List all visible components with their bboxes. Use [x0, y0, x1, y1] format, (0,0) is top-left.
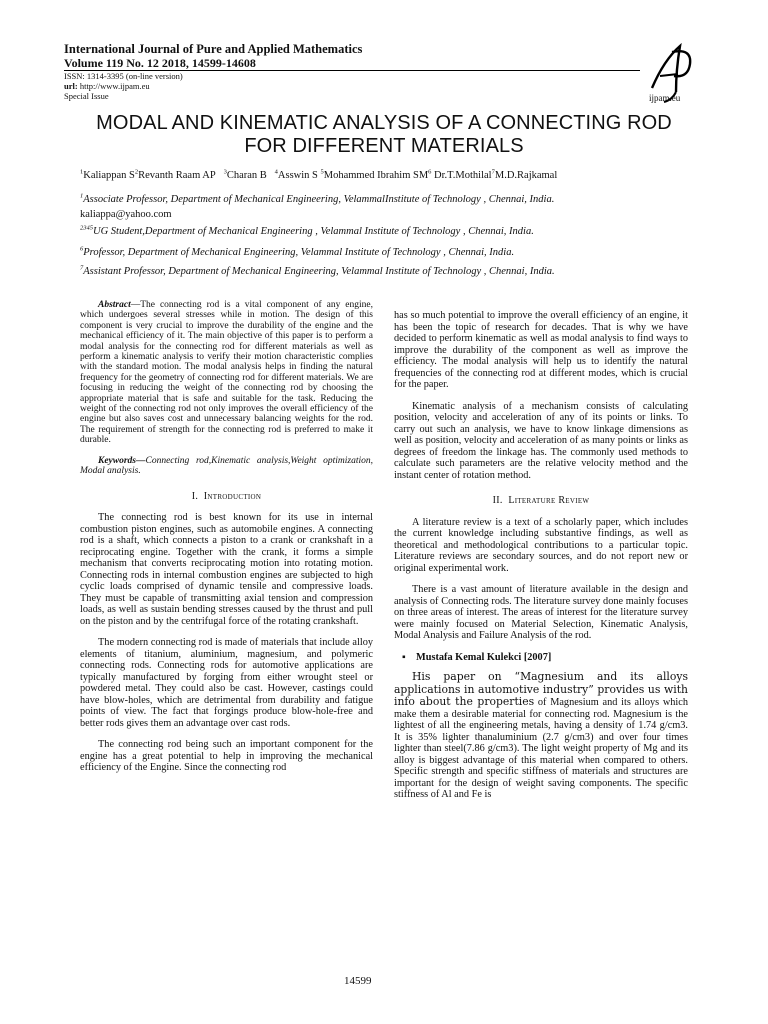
section-heading-literature-review: II. Literature Review [492, 495, 590, 506]
intro-paragraph-2: The modern connecting rod is made of materials that include alloy elements of titanium, aluminium, magnesium, and polymeric connecting rods. Connecting rods for automotive applications are typically manufactured by forging from either wrought steel or powdered metal. They could also be cast. However, castings could have blow-holes, which are detrimental from durability and fatigue points of view. The fact that forgings produce blow-hole-free and better rods gives them an advantage over cast rods. [80, 637, 373, 729]
intro-paragraph-1: The connecting rod is best known for its use in internal combustion piston engines, such as automobile engines. A connecting rod is a shaft, which connects a piston to a crank or crankshaft in a reciprocating engine. Together with the crank, it forms a simple mechanism that converts reciprocating motion into rotating motion. Connecting rods in internal combustion engines are subjected to high cyclic loads comprised of dynamic tensile and compressive loads. They must be capable of transmitting axial tension and compression loads, as well as sustain bending stresses caused by the thrust and pull on the piston and by the centrifugal force of the rotating crankshaft. [80, 512, 373, 627]
logo-text: ijpam.eu [649, 93, 681, 103]
intro-paragraph-3: The connecting rod being such an important component for the engine has a great potential to help in improving the mechanical efficiency of the Engine. Since the connecting rod [80, 739, 373, 773]
right-column [394, 310, 688, 811]
intro-paragraph-4: has so much potential to improve the overall efficiency of an engine, it has been the topic of research for decades. That is why we have decided to perform kinematic as well as modal analysis to find ways to improve the durability of the component as well as improve the efficiency. The modal analysis will help us to identify the natural frequencies of the connecting rod at different modes, which is crucial for the paper. [394, 310, 688, 390]
literature-paragraph-2: There is a vast amount of literature available in the design and analysis of Connecting rods. The literature survey done mainly focuses on three areas of interest. The areas of interest for the literature survey were mainly focused on Material Selection, Kinematic Analysis, Modal Analysis and Failure Analysis of the rod. [394, 584, 688, 641]
left-column [80, 300, 373, 784]
url-label: url: [64, 81, 78, 91]
affiliation-4: $^7$Assistant Professor, Department of Mechanical Engineering, Velammal Institute of Technology , Chennai, India. [80, 264, 555, 277]
reference-bullet-kulekci: ▪ Mustafa Kemal Kulekci [2007] [402, 651, 552, 663]
affiliation-3: $^6$Professor, Department of Mechanical Engineering, Velammal Institute of Technology , Chennai, India. [80, 245, 515, 258]
section-heading-introduction: I. Introduction [191, 490, 262, 502]
title-line-1: MODAL AND KINEMATIC ANALYSIS OF A CONNECTING ROD [96, 112, 672, 134]
kulekci-paragraph: His paper on “Magnesium and its alloys applications in automotive industry” provides us with info about the properties of Magnesium and its alloys which make them a desirable material for connecting rod. Magnesium is the lightest of all the engineering metals, having a density of 1.74 g/cm3. It is 35% lighter thanaluminium (2.7 g/cm3) and over four times lighter than steel(7.86 g/cm3). The light weight property of Mg and its alloy is biggest advantage of this material when compared to others. Specific strength and specific stiffness of materials and structures are important for the design of weight saving components. The specific stiffness of Al and Fe is [394, 670, 688, 800]
literature-paragraph-1: A literature review is a text of a scholarly paper, which includes the current knowledge including substantive findings, as well as theoretical and methodological contributions to a particular topic. Literature reviews are secondary sources, and do not report new or original experimental work. [394, 516, 688, 574]
issn-line: ISSN: 1314-3395 (on-line version) [64, 71, 183, 81]
paper-title [40, 112, 728, 158]
volume-line: Volume 119 No. 12 2018, 14599-14608 [64, 56, 256, 70]
journal-url[interactable]: http://www.ijpam.eu [79, 81, 150, 91]
author-email[interactable]: kaliappa@yahoo.com [80, 209, 172, 220]
keywords: Keywords—Connecting rod,Kinematic analysis,Weight optimization, Modal analysis. [80, 455, 373, 477]
abstract: Abstract—The connecting rod is a vital component of any engine, which undergoes several stresses while in motion. The design of this component is very crucial to improve the durability of the engine and the mechanical efficiency of it. The main objective of this paper is to perform a modal analysis for the connecting rod for different materials as well as perform a kinematic analysis to verify their motion characteristic complies with the standard motion. The modal analysis helps in finding the natural frequency for the geometry of connecting rod for different materials. We are focusing in reducing the weight of the connecting rod by choosing the appropriate material that is safe and suitable for the task. Reducing the weight of the connecting rod not only improves the overall efficiency of the engine but also saves cost and unnecessary balancing weights for the rod. The requirement of strength for the connecting rod is preferred to make it durable. [80, 300, 373, 446]
affiliation-2: $^{2345}$UG Student,Department of Mechanical Engineering , Velammal Institute of Technology , Chennai, India. [80, 224, 534, 237]
special-issue: Special Issue [64, 91, 109, 101]
kinematic-paragraph: Kinematic analysis of a mechanism consists of calculating position, velocity and acceleration of any of its points or links. To carry out such an analysis, we have to know linkage dimensions as well as position, velocity and acceleration of as many points or links as degrees of freedom the linkage has. The commonly used methods to calculate such parameters are the relative velocity method and the instant center of rotation method. [394, 400, 688, 481]
author-list: $^1$Kaliappan $S^2Revanth$ Raam AP $^3$Charan B $^4$Asswin S $^5$Mohammed Ibrahim $SM^6$ Dr.T.Mothilal$^7$M.D.Rajkamal [80, 168, 558, 181]
url-line [64, 81, 150, 91]
bullet-icon: ▪ [402, 651, 406, 663]
journal-title: International Journal of Pure and Applied Mathematics [64, 42, 363, 56]
title-line-2: FOR DIFFERENT MATERIALS [244, 135, 524, 157]
page-number: 14599 [344, 975, 372, 987]
affiliation-1: $^1$Associate Professor, Department of Mechanical Engineering, VelammalInstitute of Technology , Chennai, India. [80, 192, 555, 205]
